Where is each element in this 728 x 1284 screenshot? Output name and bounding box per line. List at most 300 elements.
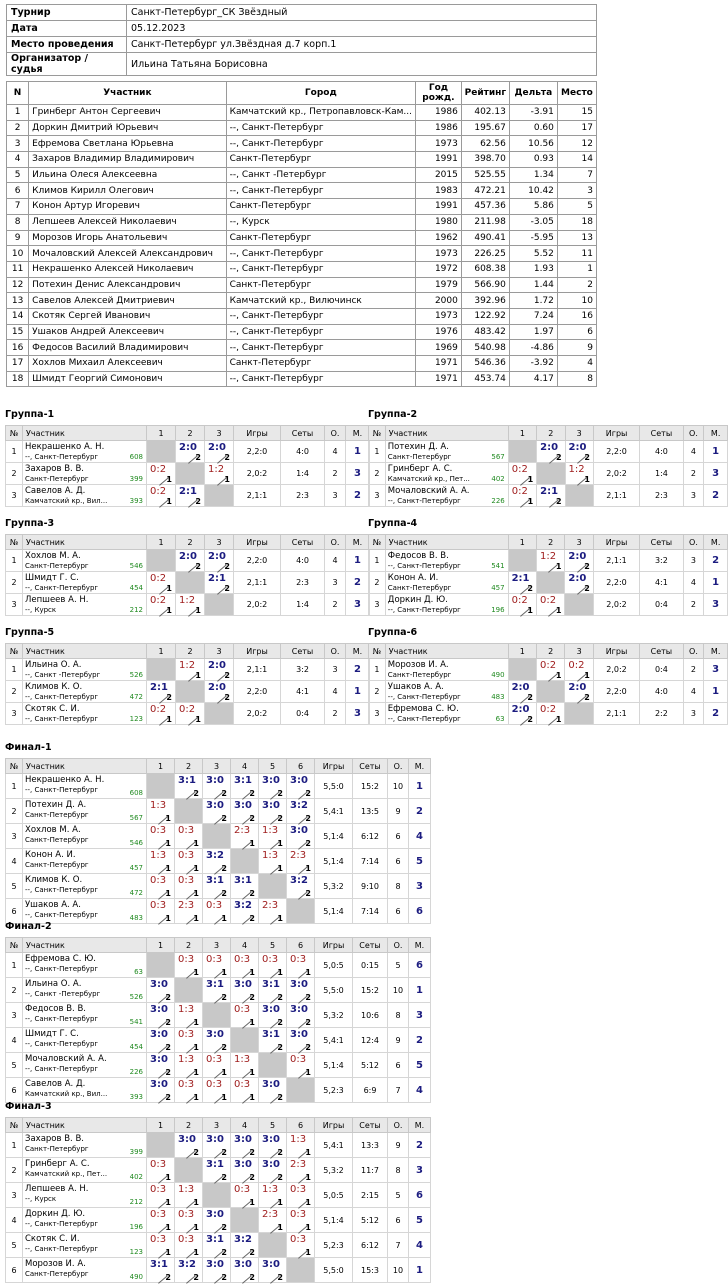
player-place-value: 2 (416, 1139, 423, 1151)
player-place-value: 2 (712, 708, 720, 719)
player-rating: 608 (129, 789, 143, 797)
info-key: Турнир (7, 5, 127, 21)
participant-cell: 1973 (416, 308, 462, 324)
match-points: 1 (249, 1068, 255, 1077)
participant-row (7, 230, 597, 246)
player-place (409, 1258, 431, 1283)
self-cell (537, 463, 565, 485)
match-result (259, 1183, 287, 1208)
match-points: 1 (165, 1173, 171, 1182)
match-result (175, 1233, 203, 1258)
crosstable-header-cell: Игры (315, 759, 353, 774)
player-place (409, 849, 431, 874)
participant-cell: 540.98 (461, 340, 509, 356)
match-points: 1 (277, 864, 283, 873)
match-score: 0:3 (150, 1209, 167, 1220)
crosstable-header-cell: Сеты (281, 644, 325, 659)
match-points: 1 (165, 1198, 171, 1207)
player-games: 5,1:4 (315, 849, 353, 874)
match-points: 2 (527, 693, 533, 702)
match-result (176, 594, 205, 616)
match-score: 3:2 (290, 800, 308, 811)
match-score: 0:3 (234, 1004, 251, 1015)
match-points: 1 (166, 584, 172, 593)
participant-row (7, 261, 597, 277)
crosstable-header-cell: О. (388, 1118, 409, 1133)
participant-cell: --, Санкт-Петербург (226, 120, 415, 136)
participant-cell: 472.21 (461, 183, 509, 199)
player-pts: 6 (388, 1208, 409, 1233)
crosstable-row (6, 1158, 431, 1183)
table-title: Группа-5 (5, 627, 55, 638)
match-score: 1:3 (262, 825, 279, 836)
table-title: Группа-3 (5, 518, 55, 529)
match-result (508, 485, 536, 507)
participant-row (7, 105, 597, 121)
participants-header: Год рожд. (416, 82, 462, 105)
crosstable-row (6, 1233, 431, 1258)
player-city: --, Санкт-Петербург (25, 786, 99, 794)
match-points: 1 (165, 839, 171, 848)
self-cell (508, 550, 536, 572)
player-name: Шмидт Г. С. (25, 573, 79, 583)
self-cell (287, 1258, 315, 1283)
participant-cell: --, Санкт -Петербург (226, 167, 415, 183)
player-pts: 4 (325, 441, 346, 463)
player-name: Климов К. О. (25, 875, 83, 885)
match-points: 1 (224, 475, 230, 484)
table-title: Группа-4 (368, 518, 418, 529)
crosstable-row (6, 1183, 431, 1208)
match-points: 2 (165, 1273, 171, 1282)
player-number: 2 (6, 978, 23, 1003)
match-score: 0:3 (262, 954, 279, 965)
participant-cell: 608.38 (461, 261, 509, 277)
participant-cell: 226.25 (461, 246, 509, 262)
crosstable-row (6, 1078, 431, 1103)
match-result (231, 1258, 259, 1283)
match-score: 0:3 (178, 1209, 195, 1220)
player-games: 2,0:2 (234, 463, 281, 485)
crosstable-header-cell: № (369, 644, 386, 659)
crosstable-header-cell: О. (325, 644, 346, 659)
player-place-value: 3 (712, 599, 720, 610)
player-name: Лепшеев А. Н. (25, 595, 89, 605)
crosstable-header-cell: Участник (23, 644, 147, 659)
player-pts: 7 (388, 1078, 409, 1103)
player-name: Захаров В. В. (25, 1134, 84, 1144)
player-rating: 457 (491, 584, 505, 592)
player-games: 2,2:0 (234, 441, 281, 463)
match-score: 0:3 (290, 1209, 307, 1220)
match-result (205, 572, 234, 594)
info-key: Дата (7, 21, 127, 37)
match-score: 0:3 (150, 875, 167, 886)
player-pts: 8 (388, 1158, 409, 1183)
self-cell (147, 1133, 175, 1158)
participants-header: Рейтинг (461, 82, 509, 105)
player-cell (23, 799, 147, 824)
info-value: Санкт-Петербург_СК Звёздный (127, 5, 597, 21)
player-games: 5,1:4 (315, 1208, 353, 1233)
match-points: 2 (249, 889, 255, 898)
player-cell (23, 874, 147, 899)
info-row (7, 21, 597, 37)
participant-cell: 1976 (416, 324, 462, 340)
player-rating: 196 (491, 606, 505, 614)
crosstable-row (369, 659, 728, 681)
crosstable-row (6, 978, 431, 1003)
match-result (259, 1258, 287, 1283)
self-cell (287, 899, 315, 924)
table-title: Группа-1 (5, 409, 55, 420)
player-place (409, 774, 431, 799)
player-number: 3 (6, 594, 23, 616)
player-name: Савелов А. Д. (25, 486, 86, 496)
player-number: 3 (369, 703, 386, 725)
participant-row (7, 214, 597, 230)
match-points: 1 (193, 1198, 199, 1207)
player-city: --, Санкт-Петербург (387, 606, 461, 614)
player-place-value: 1 (712, 577, 720, 588)
match-score: 0:3 (206, 954, 223, 965)
match-result (147, 594, 176, 616)
match-score: 3:1 (206, 979, 224, 990)
table-title: Группа-6 (368, 627, 418, 638)
match-points: 2 (221, 1273, 227, 1282)
player-place-value: 6 (416, 959, 423, 971)
crosstable-row (6, 681, 370, 703)
player-city: Санкт-Петербург (25, 562, 89, 570)
crosstable-header-cell: 6 (287, 938, 315, 953)
player-sets: 15:2 (353, 774, 388, 799)
match-result (287, 799, 315, 824)
player-number: 2 (369, 572, 386, 594)
match-points: 2 (165, 1043, 171, 1052)
player-sets: 6:9 (353, 1078, 388, 1103)
player-rating: 399 (129, 1148, 143, 1156)
crosstable-header-cell: О. (325, 426, 346, 441)
match-result (203, 899, 231, 924)
match-result (259, 1133, 287, 1158)
crosstable-header-cell: О. (388, 759, 409, 774)
match-score: 3:0 (262, 1259, 280, 1270)
match-result (205, 441, 234, 463)
player-place-value: 3 (416, 880, 423, 892)
player-name: Скотяк С. И. (25, 1234, 80, 1244)
info-key: Место проведения (7, 37, 127, 53)
participant-cell: -3.05 (509, 214, 557, 230)
crosstable-header-cell: 3 (565, 535, 593, 550)
player-games: 5,1:4 (315, 1053, 353, 1078)
player-sets: 5:12 (353, 1053, 388, 1078)
crosstable (5, 643, 370, 725)
match-score: 3:0 (234, 1159, 252, 1170)
match-score: 3:0 (206, 1029, 224, 1040)
self-cell (231, 1208, 259, 1233)
participant-cell: 17 (7, 356, 29, 372)
match-result (259, 1028, 287, 1053)
player-rating: 608 (129, 453, 143, 461)
player-games: 2,0:2 (593, 463, 639, 485)
match-result (287, 1053, 315, 1078)
crosstable (368, 534, 728, 616)
player-cell (23, 594, 147, 616)
player-games: 2,1:1 (593, 550, 639, 572)
match-points: 1 (305, 1173, 311, 1182)
table-title: Финал-3 (5, 1101, 52, 1112)
player-place (409, 799, 431, 824)
participant-cell: 11 (557, 246, 596, 262)
crosstable-row (369, 463, 728, 485)
match-points: 2 (224, 584, 230, 593)
player-cell (23, 485, 147, 507)
match-points: 2 (305, 814, 311, 823)
match-result (147, 1028, 175, 1053)
player-rating: 457 (129, 864, 143, 872)
player-city: --, Санкт-Петербург (25, 1245, 99, 1253)
match-result (287, 1158, 315, 1183)
match-points: 2 (221, 1148, 227, 1157)
player-sets: 4:0 (640, 681, 683, 703)
player-place-value: 2 (712, 555, 720, 566)
match-result (147, 1003, 175, 1028)
crosstable-row (6, 899, 431, 924)
player-number: 1 (6, 659, 23, 681)
crosstable-row (6, 1028, 431, 1053)
match-score: 1:3 (178, 1004, 195, 1015)
match-points: 2 (277, 1148, 283, 1157)
player-number: 3 (369, 485, 386, 507)
participant-cell: 0.60 (509, 120, 557, 136)
crosstable-header-cell: 3 (205, 535, 234, 550)
player-name: Потехин Д. А. (25, 800, 87, 810)
match-result (147, 978, 175, 1003)
player-number: 3 (6, 1003, 23, 1028)
player-name: Ушаков А. А. (387, 682, 444, 692)
match-result (287, 824, 315, 849)
player-cell (385, 441, 508, 463)
crosstable-row (6, 1003, 431, 1028)
crosstable-row (6, 463, 370, 485)
player-rating: 454 (129, 584, 143, 592)
player-cell (23, 978, 147, 1003)
match-score: 0:3 (234, 954, 251, 965)
participant-cell: 6 (557, 324, 596, 340)
match-score: 3:0 (290, 775, 308, 786)
crosstable-header-cell: № (6, 426, 23, 441)
player-games: 5,2:3 (315, 1233, 353, 1258)
match-result (147, 1208, 175, 1233)
match-result (147, 799, 175, 824)
participant-cell: 392.96 (461, 293, 509, 309)
crosstable-row (6, 550, 370, 572)
player-place-value: 1 (354, 555, 361, 566)
match-score: 2:0 (179, 442, 197, 453)
match-result (565, 659, 593, 681)
crosstable-header-cell: 2 (176, 644, 205, 659)
crosstable-header (6, 938, 431, 953)
player-sets: 10:6 (353, 1003, 388, 1028)
crosstable-header-cell: Участник (385, 426, 508, 441)
match-result (203, 1078, 231, 1103)
match-result (565, 550, 593, 572)
match-score: 2:0 (511, 704, 530, 715)
match-result (203, 1053, 231, 1078)
participants-header: Дельта (509, 82, 557, 105)
match-points: 2 (249, 789, 255, 798)
crosstable-header-cell: М. (409, 1118, 431, 1133)
match-result (231, 953, 259, 978)
participant-row (7, 308, 597, 324)
player-pts: 4 (325, 550, 346, 572)
match-points: 1 (221, 968, 227, 977)
match-points: 2 (277, 814, 283, 823)
crosstable-header-cell: 6 (287, 1118, 315, 1133)
match-score: 2:1 (208, 573, 226, 584)
player-city: --, Санкт-Петербург (25, 965, 99, 973)
player-number: 2 (6, 681, 23, 703)
player-place (346, 572, 370, 594)
match-points: 2 (165, 993, 171, 1002)
player-pts: 10 (388, 978, 409, 1003)
player-pts: 2 (683, 659, 704, 681)
player-city: Камчатский кр., Пет... (387, 475, 470, 483)
match-score: 3:1 (206, 875, 224, 886)
player-sets: 13:5 (353, 799, 388, 824)
match-score: 1:2 (568, 464, 585, 475)
match-result (287, 1233, 315, 1258)
participant-cell: 402.13 (461, 105, 509, 121)
participant-cell: 18 (557, 214, 596, 230)
match-result (175, 1078, 203, 1103)
match-points: 1 (277, 914, 283, 923)
player-cell (23, 441, 147, 463)
match-points: 1 (165, 1223, 171, 1232)
match-result (508, 594, 536, 616)
match-result (259, 978, 287, 1003)
match-points: 1 (165, 814, 171, 823)
crosstable-header-cell: Сеты (353, 938, 388, 953)
match-result (231, 774, 259, 799)
player-place (409, 1233, 431, 1258)
match-result (203, 1208, 231, 1233)
player-games: 5,1:4 (315, 899, 353, 924)
match-points: 2 (193, 1273, 199, 1282)
participant-cell: 2 (557, 277, 596, 293)
player-place (704, 572, 728, 594)
match-score: 3:0 (206, 775, 224, 786)
match-points: 1 (193, 889, 199, 898)
participant-cell: 11 (7, 261, 29, 277)
match-points: 2 (249, 1148, 255, 1157)
match-points: 1 (584, 475, 590, 484)
self-cell (176, 681, 205, 703)
match-result (175, 1053, 203, 1078)
participant-cell: 13 (557, 230, 596, 246)
player-cell (23, 1258, 147, 1283)
player-cell (23, 1028, 147, 1053)
tournament-info-table (6, 4, 597, 76)
player-name: Потехин Д. А. (387, 442, 449, 452)
crosstable-header-cell: Участник (385, 644, 508, 659)
participant-cell: 490.41 (461, 230, 509, 246)
match-score: 3:0 (150, 1079, 168, 1090)
match-score: 3:0 (262, 1134, 280, 1145)
player-place-value: 4 (416, 1239, 423, 1251)
player-games: 2,0:2 (234, 594, 281, 616)
player-name: Хохлов М. А. (25, 825, 81, 835)
player-name: Конон А. И. (387, 573, 439, 583)
match-points: 2 (305, 889, 311, 898)
self-cell (147, 774, 175, 799)
participant-cell: -3.91 (509, 105, 557, 121)
participant-row (7, 246, 597, 262)
player-pts: 3 (683, 485, 704, 507)
player-city: Санкт-Петербург (387, 671, 452, 679)
player-name: Доркин Д. Ю. (387, 595, 448, 605)
match-points: 1 (249, 1198, 255, 1207)
player-number: 2 (6, 463, 23, 485)
match-score: 0:3 (290, 954, 307, 965)
player-city: Санкт-Петербург (25, 1270, 89, 1278)
player-place-value: 5 (416, 1059, 423, 1071)
participant-cell: -4.86 (509, 340, 557, 356)
participant-cell: 5.86 (509, 199, 557, 215)
match-points: 1 (555, 562, 562, 571)
match-points: 2 (555, 497, 562, 506)
player-place (346, 594, 370, 616)
participant-cell: Шмидт Георгий Симонович (29, 371, 226, 387)
participant-cell: 1991 (416, 152, 462, 168)
match-score: 1:3 (178, 1184, 195, 1195)
match-points: 2 (584, 562, 590, 571)
player-place-value: 1 (712, 686, 720, 697)
info-row (7, 53, 597, 76)
player-pts: 8 (388, 1003, 409, 1028)
player-rating: 226 (491, 497, 505, 505)
match-result (203, 1233, 231, 1258)
player-games: 2,0:2 (593, 659, 639, 681)
player-sets: 0:4 (281, 703, 325, 725)
participant-cell: --, Санкт-Петербург (226, 183, 415, 199)
player-games: 2,1:1 (234, 659, 281, 681)
player-place (346, 550, 370, 572)
match-score: 0:3 (178, 1234, 195, 1245)
player-cell (23, 899, 147, 924)
player-games: 2,2:0 (234, 550, 281, 572)
match-points: 2 (221, 864, 227, 873)
crosstable (368, 643, 728, 725)
match-points: 1 (193, 914, 199, 923)
player-pts: 8 (388, 874, 409, 899)
player-rating: 123 (129, 715, 143, 723)
match-score: 3:0 (290, 825, 308, 836)
match-result (508, 463, 536, 485)
match-score: 0:3 (178, 875, 195, 886)
player-name: Хохлов М. А. (25, 551, 81, 561)
crosstable-header-cell: 3 (203, 1118, 231, 1133)
player-rating: 393 (129, 497, 143, 505)
match-score: 3:0 (262, 1079, 280, 1090)
match-score: 0:2 (150, 486, 167, 497)
player-city: Камчатский кр., Вил... (25, 1090, 108, 1098)
participant-cell: 18 (7, 371, 29, 387)
match-score: 3:0 (290, 1029, 308, 1040)
match-result (176, 659, 205, 681)
match-score: 0:3 (178, 850, 195, 861)
participant-cell: 10 (7, 246, 29, 262)
